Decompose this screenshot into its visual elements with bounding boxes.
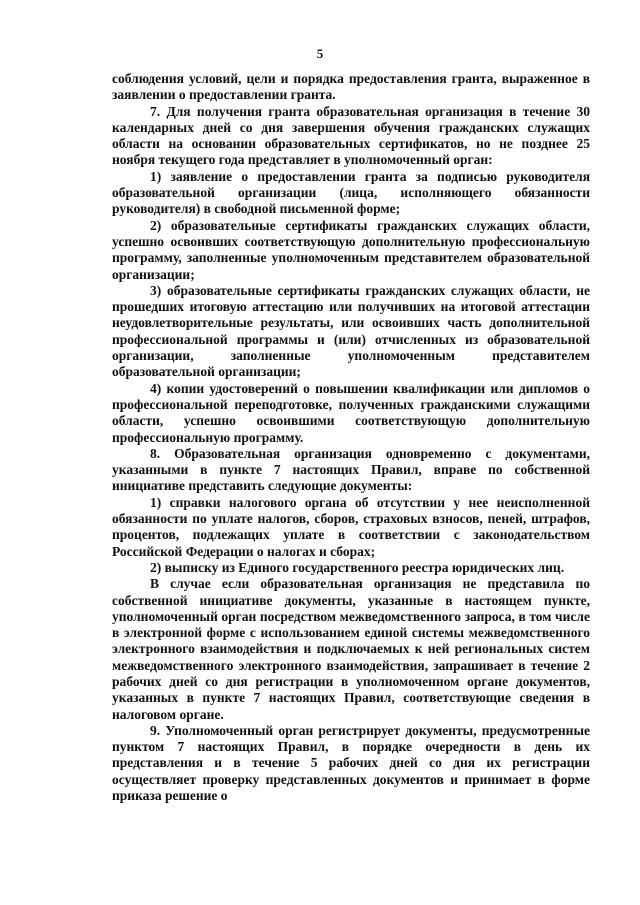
paragraph-item-8-note: В случае если образовательная организация не представила по собственной инициативе документы, указанные в настоящем пункте, уполномоченный орган посредством межведомственного запроса, в том числе в электронной форме с использованием единой системы межведомственного электронного взаимодействия и подключаемых к ней региональных систем межведомственного электронного взаимодействия, запрашивает в течение 2 рабочих дней со дня регистрации в уполномоченном органе документов, указанных в пункте 7 настоящих Правил, соответствующие сведения в налоговом органе. — [112, 576, 590, 722]
paragraph-subitem-7-1: 1) заявление о предоставлении гранта за подписью руководителя образовательной организации (лица, исполняющего обязанности руководителя) в свободной письменной форме; — [112, 168, 590, 217]
document-body — [112, 71, 590, 804]
paragraph-subitem-8-1: 1) справки налогового органа об отсутствии у нее неисполненной обязанности по уплате налогов, сборов, страховых взносов, пеней, штрафов, процентов, подлежащих уплате в соответствии с законодательством Российской Федерации о налогах и сборах; — [112, 494, 590, 559]
paragraph-subitem-7-2: 2) образовательные сертификаты гражданских служащих области, успешно освоивших соответствующую дополнительную профессиональную программу, заполненные уполномоченным представителем образовательной организации; — [112, 217, 590, 282]
paragraph-item-9: 9. Уполномоченный орган регистрирует документы, предусмотренные пунктом 7 настоящих Правил, в порядке очередности в день их представления и в течение 5 рабочих дней со дня их регистрации осуществляет проверку представленных документов и принимает в форме приказа решение о — [112, 722, 590, 804]
paragraph-item-8: 8. Образовательная организация одновременно с документами, указанными в пункте 7 настоящих Правил, вправе по собственной инициативе представить следующие документы: — [112, 445, 590, 494]
paragraph-subitem-7-3: 3) образовательные сертификаты гражданских служащих области, не прошедших итоговую аттестацию или получивших на итоговой аттестации неудовлетворительные результаты, или освоивших часть дополнительной профессиональной программы и (или) отчисленных из образовательной организации, заполненные уполномоченным представителем образовательной организации; — [112, 282, 590, 380]
paragraph-item-7: 7. Для получения гранта образовательная организация в течение 30 календарных дней со дня завершения обучения гражданских служащих области на основании образовательных сертификатов, но не позднее 25 ноября текущего года представляет в уполномоченный орган: — [112, 103, 590, 168]
paragraph-subitem-8-2: 2) выписку из Единого государственного реестра юридических лиц. — [150, 559, 565, 575]
page-number: 5 — [316, 46, 324, 61]
paragraph-continuation: соблюдения условий, цели и порядка предоставления гранта, выраженное в заявлении о предоставлении гранта. — [112, 71, 590, 103]
paragraph-subitem-7-4: 4) копии удостоверений о повышении квалификации или дипломов о профессиональной переподготовке, полученных гражданскими служащими области, успешно освоившими соответствующую дополнительную профессиональную программу. — [112, 380, 590, 445]
